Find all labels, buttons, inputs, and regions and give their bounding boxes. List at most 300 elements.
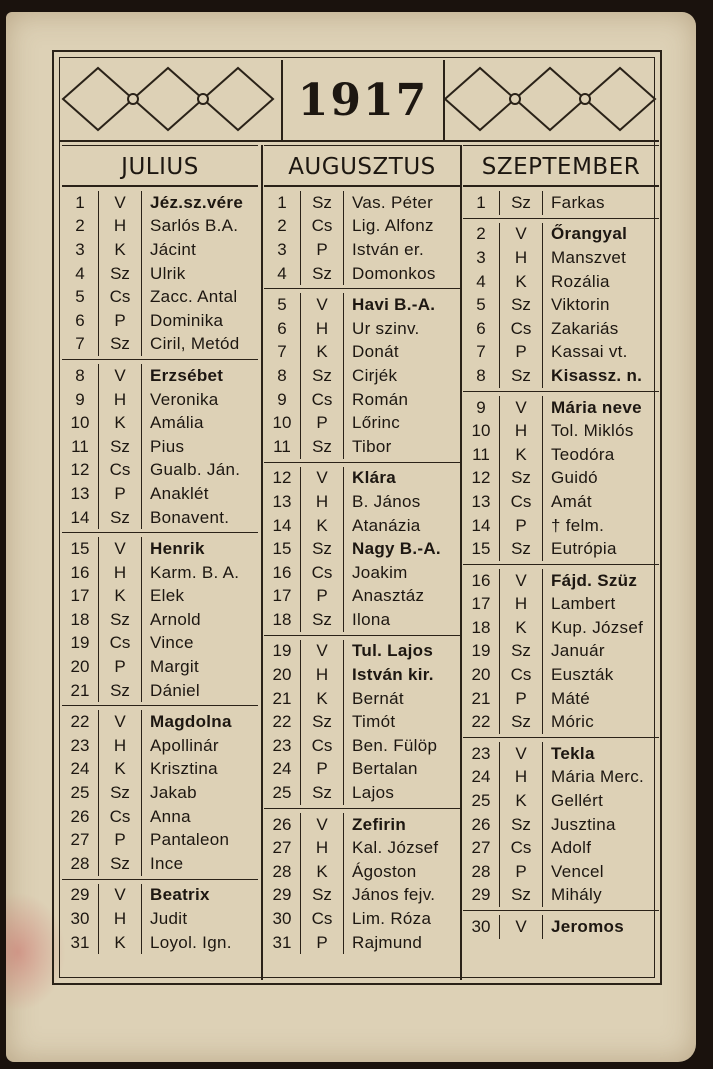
day-number: 12: [471, 468, 491, 488]
day-number: 24: [70, 759, 90, 779]
day-row: [62, 585, 258, 609]
day-row: [264, 317, 460, 341]
day-row: [62, 506, 258, 530]
day-number: 4: [277, 263, 287, 283]
day-number: 25: [272, 783, 292, 803]
name-day: Ur szinv.: [352, 318, 420, 338]
weekday: V: [98, 537, 142, 561]
name-day: István er.: [352, 239, 424, 259]
weekday: V: [300, 293, 344, 317]
day-row: [62, 679, 258, 703]
weekday: P: [300, 238, 344, 262]
weekday: P: [499, 341, 543, 365]
day-row: [463, 742, 659, 766]
weekday: P: [300, 758, 344, 782]
day-row: [463, 223, 659, 247]
day-number: 12: [70, 460, 90, 480]
weekday: H: [98, 561, 142, 585]
day-row: [264, 411, 460, 435]
weekday: P: [98, 828, 142, 852]
name-day: Eutrópia: [551, 539, 617, 559]
day-number: 16: [272, 562, 292, 582]
day-row: [463, 341, 659, 365]
name-day: Henrik: [150, 539, 205, 559]
day-row: [264, 514, 460, 538]
day-row: [463, 884, 659, 908]
day-row: [62, 907, 258, 931]
name-day: János fejv.: [352, 885, 436, 905]
weekday: H: [499, 766, 543, 790]
weekday: Sz: [300, 781, 344, 805]
day-row: [264, 262, 460, 286]
day-row: [62, 411, 258, 435]
day-number: 26: [471, 814, 491, 834]
name-day: Kal. József: [352, 838, 439, 858]
day-number: 10: [272, 413, 292, 433]
name-day: Ulrik: [150, 263, 186, 283]
name-day: Bonavent.: [150, 507, 230, 527]
week-block: [463, 565, 659, 738]
week-block: [264, 636, 460, 809]
name-day: Dániel: [150, 680, 200, 700]
weekday: Sz: [300, 435, 344, 459]
day-number: 11: [472, 444, 490, 464]
weekday: H: [300, 317, 344, 341]
weekday: K: [300, 687, 344, 711]
name-day: Ben. Fülöp: [352, 735, 438, 755]
name-day: Jakab: [150, 783, 197, 803]
weekday: H: [499, 593, 543, 617]
day-row: [264, 191, 460, 215]
weekday: Cs: [98, 285, 142, 309]
day-number: 26: [70, 806, 90, 826]
name-day: Bernát: [352, 688, 404, 708]
day-row: [62, 285, 258, 309]
weekday: Sz: [300, 884, 344, 908]
name-day: Anaklét: [150, 483, 209, 503]
day-number: 9: [75, 389, 85, 409]
day-row: [264, 663, 460, 687]
day-number: 1: [277, 192, 287, 212]
day-number: 6: [476, 318, 486, 338]
day-number: 7: [476, 342, 486, 362]
weekday: H: [98, 215, 142, 239]
name-day: Pantaleon: [150, 830, 230, 850]
weekday: V: [499, 569, 543, 593]
name-day: Rajmund: [352, 932, 423, 952]
day-row: [463, 443, 659, 467]
day-row: [463, 419, 659, 443]
day-row: [62, 758, 258, 782]
day-row: [62, 655, 258, 679]
day-row: [264, 561, 460, 585]
weekday: H: [98, 907, 142, 931]
day-number: 9: [277, 389, 287, 409]
name-day: Havi B.-A.: [352, 295, 436, 315]
weekday: Cs: [98, 632, 142, 656]
day-row: [62, 435, 258, 459]
weekday: V: [300, 813, 344, 837]
weekday: V: [499, 915, 543, 939]
weekday: V: [499, 396, 543, 420]
day-number: 3: [277, 239, 287, 259]
week-block: [62, 880, 258, 958]
week-block: [264, 809, 460, 958]
day-row: [62, 931, 258, 955]
weekday: P: [98, 309, 142, 333]
weekday: P: [98, 482, 142, 506]
day-number: 27: [471, 838, 491, 858]
day-number: 19: [70, 633, 90, 653]
weekday: V: [300, 640, 344, 664]
name-day: Donát: [352, 342, 399, 362]
weekday: Cs: [300, 388, 344, 412]
day-row: [463, 836, 659, 860]
weekday: Sz: [98, 435, 142, 459]
day-number: 17: [471, 594, 491, 614]
day-row: [463, 766, 659, 790]
weekday: H: [98, 734, 142, 758]
day-number: 2: [476, 224, 486, 244]
weekday: H: [300, 663, 344, 687]
name-day: Domonkos: [352, 263, 436, 283]
day-row: [62, 364, 258, 388]
name-day: Farkas: [551, 192, 605, 212]
name-day: Klára: [352, 468, 397, 488]
name-day: Őrangyal: [551, 224, 628, 244]
name-day: Lajos: [352, 783, 395, 803]
weekday: P: [499, 687, 543, 711]
day-number: 28: [272, 861, 292, 881]
weekday: P: [499, 514, 543, 538]
column-divider: [460, 145, 462, 980]
day-number: 13: [70, 483, 90, 503]
day-row: [463, 663, 659, 687]
weekday: Sz: [499, 537, 543, 561]
day-row: [264, 608, 460, 632]
weekday: V: [98, 364, 142, 388]
header-divider: [59, 140, 659, 142]
name-day: Lőrinc: [352, 413, 401, 433]
name-day: Apollinár: [150, 735, 219, 755]
name-day: Ilona: [352, 609, 391, 629]
day-row: [264, 907, 460, 931]
name-day: Jácint: [150, 239, 197, 259]
day-row: [62, 608, 258, 632]
weekday: Sz: [499, 467, 543, 491]
weekday: V: [98, 191, 142, 215]
day-row: [62, 734, 258, 758]
day-row: [463, 514, 659, 538]
day-number: 14: [70, 507, 90, 527]
day-number: 22: [471, 712, 491, 732]
day-row: [264, 364, 460, 388]
weekday: P: [98, 655, 142, 679]
day-number: 28: [70, 853, 90, 873]
weekday: K: [499, 616, 543, 640]
weekday: V: [300, 467, 344, 491]
day-number: 30: [70, 909, 90, 929]
name-day: Mihály: [551, 885, 602, 905]
weekday: Sz: [300, 262, 344, 286]
weekday: Cs: [300, 907, 344, 931]
name-day: Rozália: [551, 271, 610, 291]
day-number: 5: [476, 295, 486, 315]
weekday: Sz: [98, 608, 142, 632]
day-number: 18: [471, 617, 491, 637]
name-day: Pius: [150, 436, 185, 456]
day-number: 14: [471, 515, 491, 535]
week-block: [264, 463, 460, 636]
diamond-ornament-left: [61, 66, 275, 132]
day-row: [264, 341, 460, 365]
day-number: 20: [70, 657, 90, 677]
weekday: K: [98, 931, 142, 955]
name-day: Zefirin: [352, 814, 407, 834]
day-number: 19: [471, 641, 491, 661]
weekday: K: [499, 443, 543, 467]
day-row: [264, 687, 460, 711]
day-number: 11: [273, 436, 291, 456]
weekday: Cs: [300, 215, 344, 239]
weekday: V: [98, 710, 142, 734]
day-row: [264, 238, 460, 262]
day-number: 8: [476, 365, 486, 385]
day-row: [463, 317, 659, 341]
day-number: 1: [476, 192, 486, 212]
name-day: Máté: [551, 688, 590, 708]
day-row: [463, 710, 659, 734]
week-block: [264, 289, 460, 462]
day-number: 24: [471, 767, 491, 787]
day-row: [62, 828, 258, 852]
day-row: [62, 632, 258, 656]
weekday: Sz: [300, 608, 344, 632]
name-day: Amália: [150, 413, 204, 433]
weekday: Cs: [300, 561, 344, 585]
name-day: István kir.: [352, 665, 434, 685]
month-title: AUGUSZTUS: [264, 145, 460, 187]
name-day: Amát: [551, 491, 592, 511]
day-row: [463, 687, 659, 711]
name-day: Lambert: [551, 594, 616, 614]
name-day: Joakim: [352, 562, 408, 582]
name-day: Magdolna: [150, 712, 232, 732]
month-weeks: [264, 187, 460, 957]
day-number: 20: [272, 665, 292, 685]
name-day: Guidó: [551, 468, 598, 488]
day-row: [62, 215, 258, 239]
day-number: 17: [272, 586, 292, 606]
day-row: [62, 561, 258, 585]
day-number: 31: [272, 932, 292, 952]
name-day: Elek: [150, 586, 185, 606]
name-day: Tekla: [551, 743, 595, 763]
weekday: Cs: [98, 459, 142, 483]
name-day: Fájd. Szüz: [551, 570, 638, 590]
name-day: Judit: [150, 909, 188, 929]
day-row: [62, 482, 258, 506]
day-row: [62, 459, 258, 483]
weekday: Cs: [499, 663, 543, 687]
weekday: K: [499, 270, 543, 294]
weekday: Sz: [499, 884, 543, 908]
day-row: [62, 333, 258, 357]
month-title: SZEPTEMBER: [463, 145, 659, 187]
day-number: 8: [277, 365, 287, 385]
name-day: Karm. B. A.: [150, 562, 240, 582]
day-number: 16: [70, 562, 90, 582]
weekday: P: [300, 931, 344, 955]
day-number: 15: [272, 539, 292, 559]
day-row: [264, 813, 460, 837]
day-row: [264, 884, 460, 908]
weekday: Sz: [499, 364, 543, 388]
day-number: 13: [272, 491, 292, 511]
week-block: [463, 392, 659, 565]
weekday: H: [499, 246, 543, 270]
day-number: 17: [70, 586, 90, 606]
day-row: [264, 293, 460, 317]
weekday: Sz: [98, 781, 142, 805]
day-row: [62, 191, 258, 215]
day-number: 22: [272, 712, 292, 732]
day-number: 29: [70, 885, 90, 905]
name-day: Gellért: [551, 791, 604, 811]
name-day: Veronika: [150, 389, 219, 409]
name-day: Anna: [150, 806, 191, 826]
week-block: [463, 738, 659, 911]
day-row: [264, 781, 460, 805]
name-day: Anasztáz: [352, 586, 425, 606]
weekday: Cs: [499, 317, 543, 341]
name-day: Jusztina: [551, 814, 616, 834]
weekday: Sz: [499, 813, 543, 837]
name-day: Beatrix: [150, 885, 210, 905]
day-row: [62, 884, 258, 908]
day-row: [62, 805, 258, 829]
day-row: [463, 537, 659, 561]
day-row: [62, 388, 258, 412]
weekday: Sz: [98, 333, 142, 357]
name-day: Tul. Lajos: [352, 641, 434, 661]
weekday: Sz: [300, 191, 344, 215]
weekday: Sz: [98, 679, 142, 703]
weekday: Sz: [499, 191, 543, 215]
name-day: Jéz.sz.vére: [150, 192, 244, 212]
day-number: 20: [471, 665, 491, 685]
name-day: Kup. József: [551, 617, 644, 637]
name-day: Tibor: [352, 436, 392, 456]
day-number: 27: [272, 838, 292, 858]
day-number: 28: [471, 861, 491, 881]
weekday: P: [300, 411, 344, 435]
day-row: [463, 396, 659, 420]
name-day: Lim. Róza: [352, 909, 432, 929]
day-row: [62, 537, 258, 561]
calendar-header: [59, 60, 659, 140]
day-number: 22: [70, 712, 90, 732]
name-day: Mária Merc.: [551, 767, 645, 787]
day-number: 14: [272, 515, 292, 535]
weekday: K: [98, 411, 142, 435]
day-number: 8: [75, 365, 85, 385]
day-number: 11: [71, 436, 89, 456]
weekday: H: [300, 836, 344, 860]
day-number: 6: [277, 318, 287, 338]
day-number: 6: [75, 310, 85, 330]
weekday: Cs: [499, 490, 543, 514]
name-day: Cirjék: [352, 365, 398, 385]
day-number: 21: [272, 688, 292, 708]
name-day: † felm.: [551, 515, 605, 535]
week-block: [62, 533, 258, 706]
day-row: [463, 364, 659, 388]
month-column-szeptember: [463, 145, 659, 980]
weekday: Cs: [499, 836, 543, 860]
weekday: K: [98, 238, 142, 262]
day-number: 1: [75, 192, 85, 212]
day-row: [463, 490, 659, 514]
day-number: 5: [75, 287, 85, 307]
day-row: [463, 246, 659, 270]
month-weeks: [62, 187, 258, 957]
day-number: 10: [70, 413, 90, 433]
weekday: Sz: [300, 364, 344, 388]
day-number: 30: [471, 917, 491, 937]
column-divider: [261, 145, 263, 980]
day-row: [62, 309, 258, 333]
day-number: 18: [70, 609, 90, 629]
weekday: Sz: [499, 710, 543, 734]
day-row: [463, 191, 659, 215]
day-number: 3: [476, 247, 486, 267]
weekday: Sz: [499, 640, 543, 664]
day-row: [264, 931, 460, 955]
name-day: Erzsébet: [150, 365, 224, 385]
name-day: Móric: [551, 712, 595, 732]
day-row: [62, 238, 258, 262]
day-row: [62, 781, 258, 805]
name-day: Lig. Alfonz: [352, 216, 434, 236]
weekday: Cs: [300, 734, 344, 758]
week-block: [463, 219, 659, 392]
day-number: 23: [471, 743, 491, 763]
day-row: [264, 388, 460, 412]
name-day: Teodóra: [551, 444, 615, 464]
name-day: Euszták: [551, 665, 614, 685]
day-number: 27: [70, 830, 90, 850]
day-number: 7: [277, 342, 287, 362]
day-number: 26: [272, 814, 292, 834]
day-row: [264, 758, 460, 782]
weekday: K: [300, 341, 344, 365]
name-day: Viktorin: [551, 295, 610, 315]
name-day: Sarlós B.A.: [150, 216, 239, 236]
name-day: Ágoston: [352, 861, 417, 881]
weekday: K: [98, 585, 142, 609]
name-day: Arnold: [150, 609, 201, 629]
day-row: [463, 789, 659, 813]
day-number: 21: [471, 688, 491, 708]
name-day: Jeromos: [551, 917, 624, 937]
name-day: Krisztina: [150, 759, 218, 779]
name-day: Atanázia: [352, 515, 421, 535]
calendar-year: 1917: [281, 60, 445, 140]
month-title: JULIUS: [62, 145, 258, 187]
day-row: [463, 640, 659, 664]
day-row: [463, 616, 659, 640]
